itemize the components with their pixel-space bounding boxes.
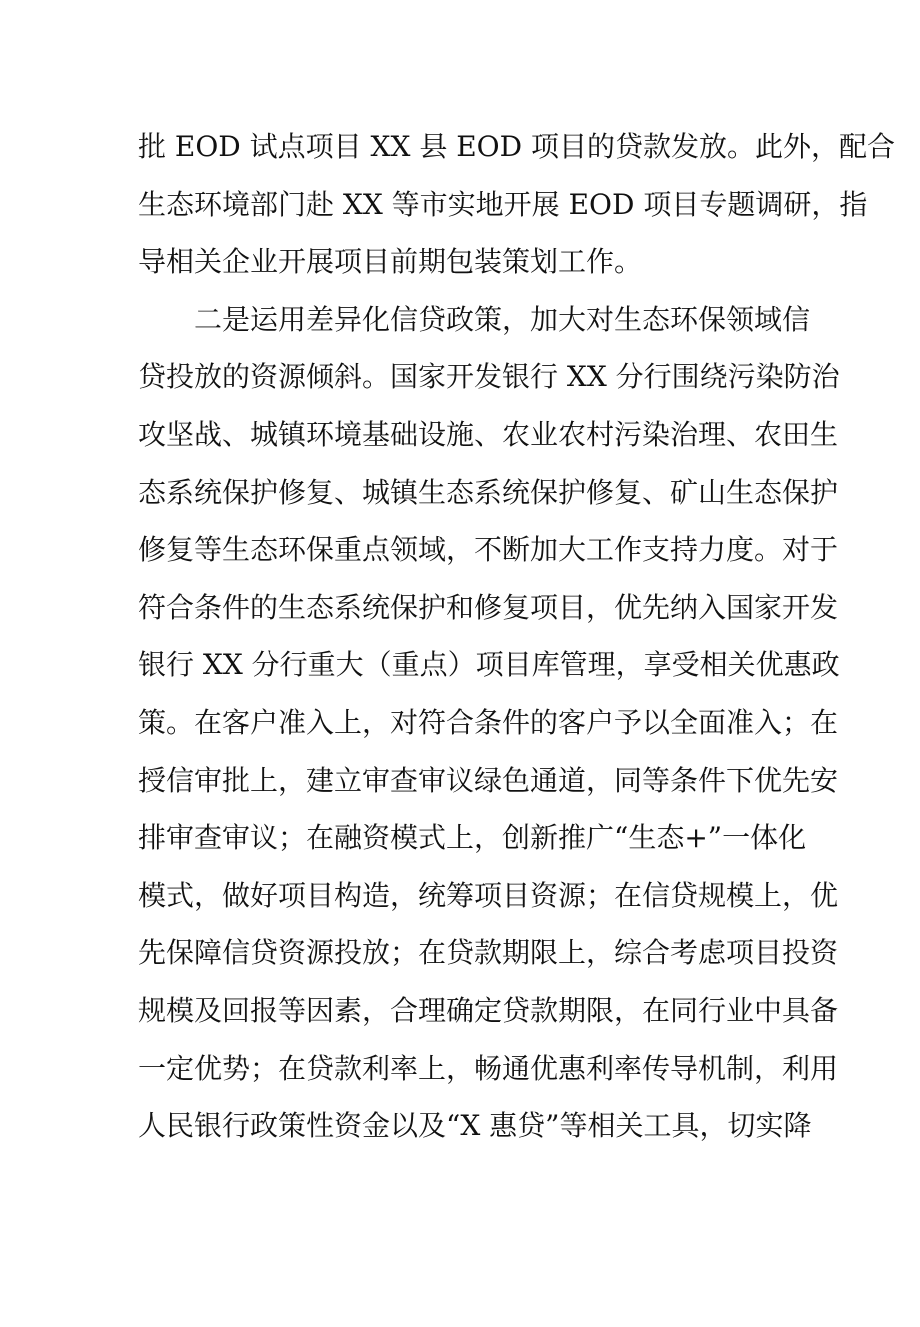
paragraph-2 bbox=[138, 291, 840, 1327]
text-line: 贷投放的资源倾斜。国家开发银行 XX 分行围绕污染防治 bbox=[138, 360, 840, 394]
text-line bbox=[138, 1212, 788, 1270]
text-line: 攻坚战、城镇环境基础设施、农业农村污染治理、农田生 bbox=[138, 417, 839, 451]
text-line: 二是运用差异化信贷政策，加大对生态环保领域信 bbox=[194, 302, 811, 336]
body-text bbox=[138, 118, 895, 1327]
paragraph-1 bbox=[138, 118, 895, 291]
text-line: 态系统保护修复、城镇生态系统保护修复、矿山生态保护 bbox=[138, 475, 839, 509]
text-line bbox=[138, 1155, 788, 1213]
text-line: 人民银行政策性资金以及“X 惠贷”等相关工具，切实降 bbox=[138, 1109, 812, 1143]
text-line: 导相关企业开展项目前期包装策划工作。 bbox=[138, 245, 643, 279]
text-line: 规模及回报等因素，合理确定贷款期限，在同行业中具备 bbox=[138, 993, 839, 1027]
text-line: 策。在客户准入上，对符合条件的客户予以全面准入；在 bbox=[138, 705, 839, 739]
text-line: 模式，做好项目构造，统筹项目资源；在信贷规模上，优 bbox=[138, 878, 839, 912]
text-line: 修复等生态环保重点领域，不断加大工作支持力度。对于 bbox=[138, 533, 839, 567]
text-line: 银行 XX 分行重大（重点）项目库管理，享受相关优惠政 bbox=[138, 648, 840, 682]
text-line: 符合条件的生态系统保护和修复项目，优先纳入国家开发 bbox=[138, 590, 839, 624]
text-line: 先保障信贷资源投放；在贷款期限上，综合考虑项目投资 bbox=[138, 936, 839, 970]
text-line: 一定优势；在贷款利率上，畅通优惠利率传导机制，利用 bbox=[138, 1051, 839, 1085]
text-line: 生态环境部门赴 XX 等市实地开展 EOD 项目专题调研，指 bbox=[138, 187, 868, 221]
text-line: 排审查审议；在融资模式上，创新推广“生态+”一体化 bbox=[138, 821, 807, 855]
text-line: 授信审批上，建立审查审议绿色通道，同等条件下优先安 bbox=[138, 763, 839, 797]
text-line bbox=[138, 1270, 788, 1327]
text-line: 批 EOD 试点项目 XX 县 EOD 项目的贷款发放。此外，配合 bbox=[138, 130, 895, 163]
